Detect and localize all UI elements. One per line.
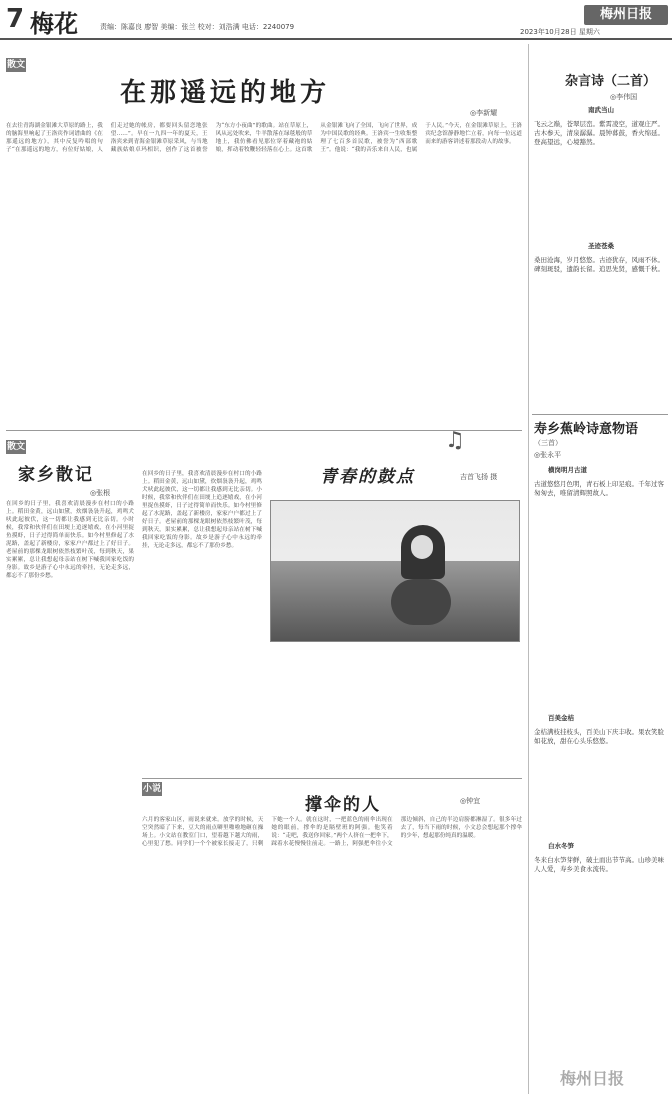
section-tag: 小说 — [142, 784, 161, 794]
article-title: 家乡散记 — [18, 465, 94, 485]
staff-line: 责编：陈嘉良 廖智 美编：张兰 校对：刘浩满 电话：2240079 — [100, 23, 295, 31]
column-divider — [528, 44, 529, 1094]
poem-subtitle: 圣迹苍桑 — [588, 242, 614, 250]
article-author: ◎李新耀 — [470, 109, 498, 117]
article-author: ◎钟宜 — [460, 797, 481, 805]
article-author: ◎张根 — [90, 489, 111, 497]
poem-text: 古道悠悠月色明，青石板上印足痕。千年过客匆匆去，唯留清辉照故人。 — [534, 480, 664, 497]
article-body: 在去往青海湖金银滩大草原的路上，我的脑海里响起了王洛宾作词谱曲的《在那遥远的地方》，其中反复吟唱的句子“在那遥远的地方，有位好姑娘，人们走过她的帐房，都要回头留恋地张望……”。早在一九四一年的夏天，王洛宾来到青海金银滩草原采风，与当地藏族姑娘卓玛相识，创作了这首被誉为“东方小夜曲”的歌曲。站在草原上，风从远处吹来，牛羊散落在绿毯般的草地上，我仿佛看见那位穿着藏袍的姑娘，挥动着牧鞭轻轻落在心上。这首歌从金银滩飞向了全国，飞向了世界，成为中国民歌的经典。王洛宾一生收集整理了七百多首民歌，被誉为“西部歌王”。他说：“我的音乐来自人民，也属于人民。”今天，在金银滩草原上，王洛宾纪念馆静静地伫立着，向每一位远道而来的游客讲述着那段动人的故事。 — [6, 123, 522, 153]
section-divider — [142, 778, 522, 779]
poem-subtitle: 白水冬笋 — [548, 842, 574, 850]
poem-author: ◎李伟国 — [610, 93, 638, 101]
poem-text: 飞云之巅，苍翠层峦。紫霄凌空，道观庄严。古木参天，清泉潺潺。晨钟暮鼓，香火绵延。登高望远，心境豁然。 — [534, 120, 664, 146]
article-title: 撑伞的人 — [305, 795, 381, 815]
poem-text: 桑田沧海，岁月悠悠。古迹犹存，风雨不休。碑刻斑驳，遗韵长留。追思先贤，感慨千秋。 — [534, 256, 664, 273]
newspaper-logo: 梅州日报 — [584, 5, 668, 25]
article-body-continued: 在回乡的日子里，我喜欢清晨漫步在村口的小路上。稻田金黄，远山如黛，炊烟袅袅升起，鸡鸣犬吠此起彼伏，这一切都让我感到无比亲切。小时候，我常和伙伴们在田埂上追逐嬉戏，在小河里捉鱼摸虾，日子过得简单而快乐。如今村里修起了水泥路，盖起了新楼房，家家户户都过上了好日子。老屋前的那棵龙眼树依然枝繁叶茂，每到秋天，果实累累，总让我想起母亲站在树下喊我回家吃饭的身影。故乡是游子心中永远的牵挂，无论走多远，都忘不了那份乡愁。 — [142, 471, 262, 549]
article-title: 在那遥远的地方 — [120, 78, 331, 108]
poem-author: ◎张永平 — [534, 451, 562, 459]
section-divider — [532, 414, 668, 415]
poem-text: 冬来白水笋芽鲜，破土而出节节高。山珍美味人人爱，寿乡美食永流传。 — [534, 856, 664, 873]
poem-subtitle: （三首） — [534, 439, 562, 447]
watermark: 梅州日报 — [560, 1069, 625, 1088]
photo-title: 青春的鼓点 — [320, 467, 415, 487]
photo — [270, 500, 520, 642]
page-number: 7 — [6, 4, 25, 34]
section-tag: 散文 — [6, 442, 25, 452]
poem-subtitle: 横岗明月古道 — [548, 466, 587, 474]
article-body: 在回乡的日子里，我喜欢清晨漫步在村口的小路上。稻田金黄，远山如黛，炊烟袅袅升起，鸡鸣犬吠此起彼伏，这一切都让我感到无比亲切。小时候，我常和伙伴们在田埂上追逐嬉戏，在小河里捉鱼摸虾，日子过得简单而快乐。如今村里修起了水泥路，盖起了新楼房，家家户户都过上了好日子。老屋前的那棵龙眼树依然枝繁叶茂，每到秋天，果实累累，总让我想起母亲站在树下喊我回家吃饭的身影。故乡是游子心中永远的牵挂，无论走多远，都忘不了那份乡愁。 — [6, 501, 134, 579]
poem-title: 杂言诗（二首） — [565, 74, 657, 89]
music-note-icon: ♫ — [445, 428, 465, 453]
section-tag: 散文 — [6, 60, 25, 70]
poem-text: 金桔满枝挂枝头，百美山下庆丰收。果农笑脸如花放，甜在心头乐悠悠。 — [534, 728, 664, 745]
poem-title: 寿乡蕉岭诗意物语 — [534, 422, 639, 437]
page-title: 梅花 — [30, 9, 78, 38]
article-body: 六月的客家山区，雨说来就来。放学的时候，天空突然暗了下来，豆大的雨点噼里啪啦地砸在操场上。小文站在教室门口，望着越下越大的雨，心里犯了愁。同学们一个个被家长接走了，只剩下她一个人。就在这时，一把蓝色的雨伞出现在她的眼前，撑伞的是隔壁班的阿强。他笑着说：“走吧，我送你回家。”两个人挤在一把伞下，踩着水花慢慢往前走。一路上，阿强把伞往小文那边倾斜，自己的半边肩膀都淋湿了。很多年过去了，每当下雨的时候，小文总会想起那个撑伞的少年，想起那份纯真的温暖。 — [142, 817, 522, 847]
poem-subtitle: 百美金桔 — [548, 714, 574, 722]
poem-subtitle: 南武当山 — [588, 106, 614, 114]
photo-credit: 吉首飞扬 摄 — [460, 473, 498, 481]
dateline: 2023年10月28日 星期六 — [520, 28, 600, 36]
photo-face — [411, 535, 433, 559]
photo-guitar — [391, 579, 451, 625]
